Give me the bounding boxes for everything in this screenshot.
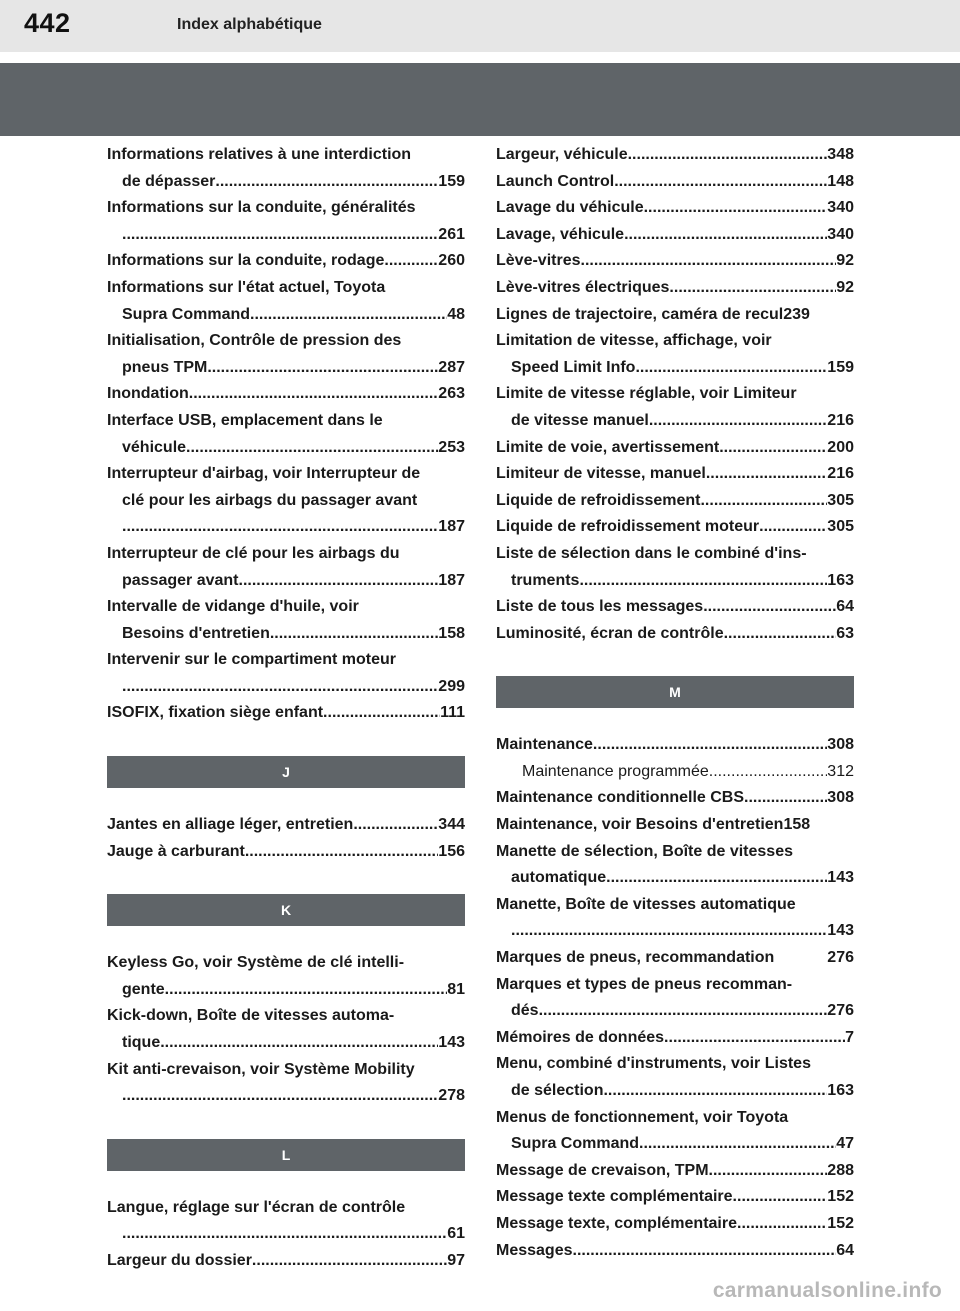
entry-line — [107, 142, 465, 169]
entry-line — [496, 839, 854, 866]
entry-line — [107, 812, 465, 839]
entry-line — [496, 169, 854, 196]
leader-dots — [189, 381, 439, 408]
letter-divider: J — [107, 756, 465, 788]
entry-text: Informations sur la conduite, rodage — [107, 252, 385, 270]
page-number: 442 — [24, 8, 71, 38]
entry-text: Messages — [496, 1241, 573, 1259]
entry-text: Limite de vitesse réglable, voir Limiteur — [496, 385, 797, 403]
entry-line — [496, 945, 854, 972]
entry-text: Keyless Go, voir Système de clé intelli- — [107, 954, 405, 972]
entry-text: Intervalle de vidange d'huile, voir — [107, 598, 359, 616]
leader-dots — [703, 594, 836, 621]
entry-text: Message texte, complémentaire — [496, 1214, 737, 1232]
entry-text: Speed Limit Info — [511, 358, 636, 376]
page-ref: 253 — [438, 438, 465, 456]
index-entry — [496, 275, 854, 302]
page-ref: 163 — [827, 571, 854, 589]
entry-line — [496, 355, 854, 382]
leader-dots — [539, 998, 828, 1025]
leader-dots — [639, 1131, 836, 1158]
entry-text: Limiteur de vitesse, manuel — [496, 465, 706, 483]
entry-text: Liquide de refroidissement — [496, 491, 701, 509]
leader-dots — [759, 514, 827, 541]
entry-text: Menus de fonctionnement, voir Toyota — [496, 1108, 789, 1126]
entry-text: Mémoires de données — [496, 1028, 665, 1046]
index-entry — [496, 1211, 854, 1238]
leader-dots — [669, 275, 836, 302]
leader-dots — [252, 1248, 447, 1275]
entry-text: véhicule — [122, 438, 187, 456]
leader-dots — [603, 1078, 827, 1105]
entry-text: tique — [122, 1034, 161, 1052]
index-entry — [107, 328, 465, 381]
index-entry — [107, 839, 465, 866]
leader-dots — [207, 355, 438, 382]
index-column-right — [496, 142, 854, 1264]
index-entry — [496, 142, 854, 169]
leader-dots — [744, 785, 827, 812]
entry-line — [496, 1105, 854, 1132]
page-ref: 340 — [827, 225, 854, 243]
index-entry — [496, 222, 854, 249]
entry-text: passager avant — [122, 571, 239, 589]
entry-text: Intervenir sur le compartiment moteur — [107, 651, 396, 669]
leader-dots — [635, 355, 827, 382]
leader-dots — [122, 1083, 438, 1110]
entry-text: Informations sur la conduite, généralités — [107, 199, 416, 217]
watermark: carmanualsonline.info — [712, 1279, 942, 1302]
page-ref: 344 — [438, 816, 465, 834]
entry-text: Manette de sélection, Boîte de vitesses — [496, 842, 793, 860]
page-ref: 276 — [827, 1002, 854, 1020]
entry-line — [107, 674, 465, 701]
page-ref: 200 — [827, 438, 854, 456]
index-entry — [107, 1248, 465, 1275]
entry-line — [496, 568, 854, 595]
entry-text: Maintenance — [496, 736, 593, 754]
leader-dots — [250, 302, 447, 329]
header-bar — [0, 0, 960, 52]
entry-line — [107, 950, 465, 977]
index-entry — [496, 972, 854, 1025]
entry-text: Interface USB, emplacement dans le — [107, 411, 383, 429]
leader-dots — [245, 839, 438, 866]
leader-dots — [737, 1211, 827, 1238]
entry-line — [107, 541, 465, 568]
footer — [0, 1277, 960, 1311]
entry-line — [107, 488, 465, 515]
entry-text: Maintenance, voir Besoins d'entretien — [496, 816, 784, 834]
entry-line — [496, 302, 854, 329]
entry-line — [496, 461, 854, 488]
entry-line — [496, 732, 854, 759]
index-entry — [107, 195, 465, 248]
leader-dots — [593, 732, 827, 759]
entry-line — [496, 594, 854, 621]
index-entry — [496, 1051, 854, 1104]
entry-line — [107, 1003, 465, 1030]
index-entry — [496, 195, 854, 222]
entry-line — [496, 1158, 854, 1185]
letter-divider: L — [107, 1139, 465, 1171]
page-ref: 81 — [447, 980, 465, 998]
leader-dots — [706, 461, 827, 488]
leader-dots — [709, 759, 828, 786]
entry-text: gente — [122, 980, 165, 998]
entry-line — [107, 408, 465, 435]
entry-line — [107, 381, 465, 408]
page-ref: 159 — [438, 172, 465, 190]
leader-dots — [644, 195, 828, 222]
page-ref: 97 — [447, 1252, 465, 1269]
entry-line — [496, 435, 854, 462]
index-entry — [496, 945, 854, 972]
entry-text: Initialisation, Contrôle de pression des — [107, 332, 402, 350]
index-entry — [496, 759, 854, 786]
entry-text: Maintenance programmée — [522, 762, 709, 780]
entry-text: Informations sur l'état actuel, Toyota — [107, 278, 386, 296]
index-entry — [107, 248, 465, 275]
entry-line — [496, 1184, 854, 1211]
index-entry — [496, 328, 854, 381]
entry-line — [496, 785, 854, 812]
entry-line — [107, 1195, 465, 1222]
entry-line — [496, 1131, 854, 1158]
entry-line — [107, 355, 465, 382]
entry-line — [107, 621, 465, 648]
entry-line — [496, 275, 854, 302]
entry-text: Maintenance conditionnelle CBS — [496, 789, 745, 807]
page-ref: 187 — [438, 518, 465, 536]
page-ref: 340 — [827, 199, 854, 217]
leader-dots — [733, 1184, 828, 1211]
page-ref: 263 — [438, 385, 465, 403]
entry-text: Liquide de refroidissement moteur — [496, 518, 760, 536]
page-ref: 143 — [438, 1034, 465, 1052]
leader-dots — [122, 674, 438, 701]
entry-line — [107, 594, 465, 621]
entry-text: de vitesse manuel — [511, 411, 649, 429]
leader-dots — [614, 169, 827, 196]
page-ref: 92 — [836, 252, 854, 270]
index-entry — [496, 621, 854, 648]
page-ref: 260 — [438, 252, 465, 270]
entry-text: Besoins d'entretien — [122, 624, 270, 642]
index-entry — [496, 1105, 854, 1158]
entry-text: dés — [511, 1002, 539, 1020]
index-entry — [107, 275, 465, 328]
entry-text: truments — [511, 571, 580, 589]
index-entry — [496, 488, 854, 515]
entry-text: Interrupteur de clé pour les airbags du — [107, 544, 400, 562]
entry-text: Largeur, véhicule — [496, 146, 628, 163]
entry-line — [496, 1051, 854, 1078]
leader-dots — [122, 1221, 447, 1248]
entry-line — [107, 1030, 465, 1057]
page-ref: 152 — [827, 1214, 854, 1232]
entry-text: Kick-down, Boîte de vitesses automa- — [107, 1007, 395, 1025]
leader-dots — [719, 435, 827, 462]
entry-line — [496, 972, 854, 999]
letter-divider: K — [107, 894, 465, 926]
leader-dots — [384, 248, 438, 275]
page-ref: 276 — [827, 949, 854, 967]
entry-line — [107, 700, 465, 727]
page-ref: 158 — [438, 624, 465, 642]
page-ref: 187 — [438, 571, 465, 589]
index-entry — [496, 732, 854, 759]
entry-text: Launch Control — [496, 172, 615, 190]
page-ref: 143 — [827, 869, 854, 887]
index-entry — [107, 1003, 465, 1056]
leader-dots — [215, 169, 438, 196]
index-entry — [496, 1184, 854, 1211]
entry-line — [496, 1238, 854, 1265]
entry-line — [496, 1078, 854, 1105]
leader-dots — [186, 435, 438, 462]
page-ref: 305 — [827, 518, 854, 536]
entry-text: Menu, combiné d'instruments, voir Listes — [496, 1055, 811, 1073]
entry-line — [107, 568, 465, 595]
leader-dots — [624, 222, 827, 249]
index-entry — [107, 950, 465, 1003]
leader-dots — [628, 142, 828, 169]
index-entry — [496, 302, 854, 329]
entry-text: Lève-vitres électriques — [496, 278, 670, 296]
entry-text: automatique — [511, 869, 607, 887]
index-entry — [496, 435, 854, 462]
entry-line — [107, 647, 465, 674]
entry-line — [496, 892, 854, 919]
index-entry — [496, 169, 854, 196]
page-ref: 148 — [827, 172, 854, 190]
page-ref: 348 — [827, 146, 854, 163]
leader-dots — [511, 918, 827, 945]
entry-text: de dépasser — [122, 172, 216, 190]
leader-dots — [579, 568, 827, 595]
entry-text: Luminosité, écran de contrôle — [496, 624, 724, 642]
entry-line — [496, 812, 854, 839]
index-entry — [496, 892, 854, 945]
index-entry — [107, 541, 465, 594]
leader-dots — [160, 1030, 438, 1057]
leader-dots — [664, 1025, 845, 1052]
entry-line — [107, 461, 465, 488]
entry-text: Interrupteur d'airbag, voir Interrupteur de — [107, 465, 421, 483]
entry-line — [496, 1211, 854, 1238]
leader-dots — [709, 1158, 828, 1185]
page-ref: 216 — [827, 465, 854, 483]
entry-text: ISOFIX, fixation siège enfant — [107, 704, 324, 722]
entry-text: Liste de tous les messages — [496, 598, 704, 616]
page-ref: 48 — [447, 305, 465, 323]
index-entry — [107, 1195, 465, 1248]
page-ref: 299 — [438, 677, 465, 695]
entry-line — [496, 248, 854, 275]
leader-dots — [122, 222, 438, 249]
index-entry — [496, 248, 854, 275]
entry-line — [496, 488, 854, 515]
entry-line — [107, 248, 465, 275]
page-ref: 92 — [836, 278, 854, 296]
section-title: Index alphabétique — [177, 16, 322, 33]
index-entry — [496, 1158, 854, 1185]
page-ref: 152 — [827, 1188, 854, 1206]
entry-text: Lavage du véhicule — [496, 199, 644, 217]
page-ref: 278 — [438, 1087, 465, 1105]
entry-line — [496, 865, 854, 892]
index-entry — [496, 594, 854, 621]
page-ref: 111 — [440, 704, 465, 722]
entry-line — [496, 998, 854, 1025]
entry-line — [496, 1025, 854, 1052]
entry-line — [107, 1248, 465, 1275]
index-entry — [107, 594, 465, 647]
index-entry — [496, 461, 854, 488]
index-entry — [107, 647, 465, 700]
entry-text: pneus TPM — [122, 358, 208, 376]
entry-text: Lignes de trajectoire, caméra de recul — [496, 305, 784, 323]
page-ref: 143 — [827, 922, 854, 940]
index-entry — [107, 700, 465, 727]
index-entry — [107, 812, 465, 839]
entry-line — [107, 1057, 465, 1084]
index-entry — [107, 461, 465, 541]
entry-line — [107, 275, 465, 302]
entry-line — [496, 514, 854, 541]
entry-line — [496, 621, 854, 648]
entry-line — [496, 195, 854, 222]
index-column-left — [107, 142, 465, 1275]
entry-text: Largeur du dossier — [107, 1252, 252, 1269]
entry-text: de sélection — [511, 1082, 604, 1099]
entry-text: Informations relatives à une interdiction — [107, 146, 412, 163]
entry-text: Message texte complémentaire — [496, 1188, 733, 1206]
entry-text: Langue, réglage sur l'écran de contrôle — [107, 1198, 406, 1216]
index-entry — [107, 381, 465, 408]
page-ref: 47 — [836, 1135, 854, 1153]
index-entry — [496, 541, 854, 594]
entry-line — [496, 918, 854, 945]
entry-line — [107, 328, 465, 355]
entry-text: Jantes en alliage léger, entretien — [107, 816, 354, 834]
leader-dots — [649, 408, 827, 435]
entry-text: Supra Command — [511, 1135, 640, 1153]
entry-line — [107, 1221, 465, 1248]
entry-text: Kit anti-crevaison, voir Système Mobility — [107, 1060, 415, 1078]
entry-text: Lève-vitres — [496, 252, 581, 270]
page-ref: 61 — [447, 1225, 465, 1243]
leader-dots — [239, 568, 439, 595]
entry-text: Marques et types de pneus recomman- — [496, 975, 793, 993]
entry-text: Message de crevaison, TPM — [496, 1161, 709, 1179]
page-ref: 239 — [783, 305, 810, 323]
entry-text: Lavage, véhicule — [496, 225, 625, 243]
index-entry — [107, 1057, 465, 1110]
entry-text: Limite de voie, avertissement — [496, 438, 720, 456]
leader-dots — [270, 621, 438, 648]
entry-line — [107, 302, 465, 329]
entry-text: Inondation — [107, 385, 189, 403]
index-entry — [496, 1025, 854, 1052]
index-entry — [496, 381, 854, 434]
entry-line — [107, 435, 465, 462]
entry-line — [496, 759, 854, 786]
leader-dots — [353, 812, 438, 839]
index-entry — [107, 408, 465, 461]
header-banner — [0, 63, 960, 136]
entry-line — [107, 977, 465, 1004]
entry-line — [107, 1083, 465, 1110]
leader-dots — [606, 865, 827, 892]
entry-line — [107, 195, 465, 222]
entry-line — [496, 142, 854, 169]
index-entry — [496, 812, 854, 839]
page-ref: 261 — [438, 225, 465, 243]
page-ref: 158 — [783, 816, 811, 834]
leader-dots — [573, 1238, 837, 1265]
page-ref: 156 — [438, 842, 465, 860]
entry-line — [107, 839, 465, 866]
leader-dots — [323, 700, 440, 727]
entry-line — [107, 169, 465, 196]
entry-line — [496, 541, 854, 568]
entry-line — [496, 328, 854, 355]
leader-dots — [581, 248, 837, 275]
entry-text: Jauge à carburant — [107, 842, 245, 860]
page-ref: 312 — [827, 762, 854, 780]
leader-dots — [165, 977, 448, 1004]
entry-line — [496, 222, 854, 249]
entry-text: clé pour les airbags du passager avant — [122, 491, 418, 509]
page-ref: 64 — [836, 598, 854, 616]
index-entry — [496, 785, 854, 812]
page-ref: 64 — [836, 1241, 854, 1259]
page-ref: 288 — [827, 1161, 854, 1179]
page-ref: 287 — [438, 358, 465, 376]
page-ref: 159 — [827, 358, 854, 376]
entry-line — [107, 514, 465, 541]
leader-dots — [700, 488, 827, 515]
page-ref: 308 — [827, 736, 854, 754]
leader-dots — [122, 514, 438, 541]
page-ref: 216 — [827, 411, 854, 429]
entry-text: Manette, Boîte de vitesses automatique — [496, 895, 796, 913]
entry-line — [496, 381, 854, 408]
page-ref: 163 — [827, 1082, 854, 1099]
letter-divider: M — [496, 676, 854, 708]
index-entry — [107, 142, 465, 195]
entry-text: Marques de pneus, recommandation — [496, 949, 775, 967]
page-ref: 308 — [827, 789, 854, 807]
index-entry — [496, 1238, 854, 1265]
page-ref: 7 — [845, 1028, 854, 1046]
entry-line — [496, 408, 854, 435]
page-ref: 305 — [827, 491, 854, 509]
index-entry — [496, 839, 854, 892]
leader-dots — [724, 621, 837, 648]
entry-line — [107, 222, 465, 249]
entry-text: Limitation de vitesse, affichage, voir — [496, 332, 772, 350]
index-entry — [496, 514, 854, 541]
page-ref: 63 — [836, 624, 854, 642]
entry-text: Supra Command — [122, 305, 251, 323]
entry-text: Liste de sélection dans le combiné d'ins- — [496, 544, 807, 562]
